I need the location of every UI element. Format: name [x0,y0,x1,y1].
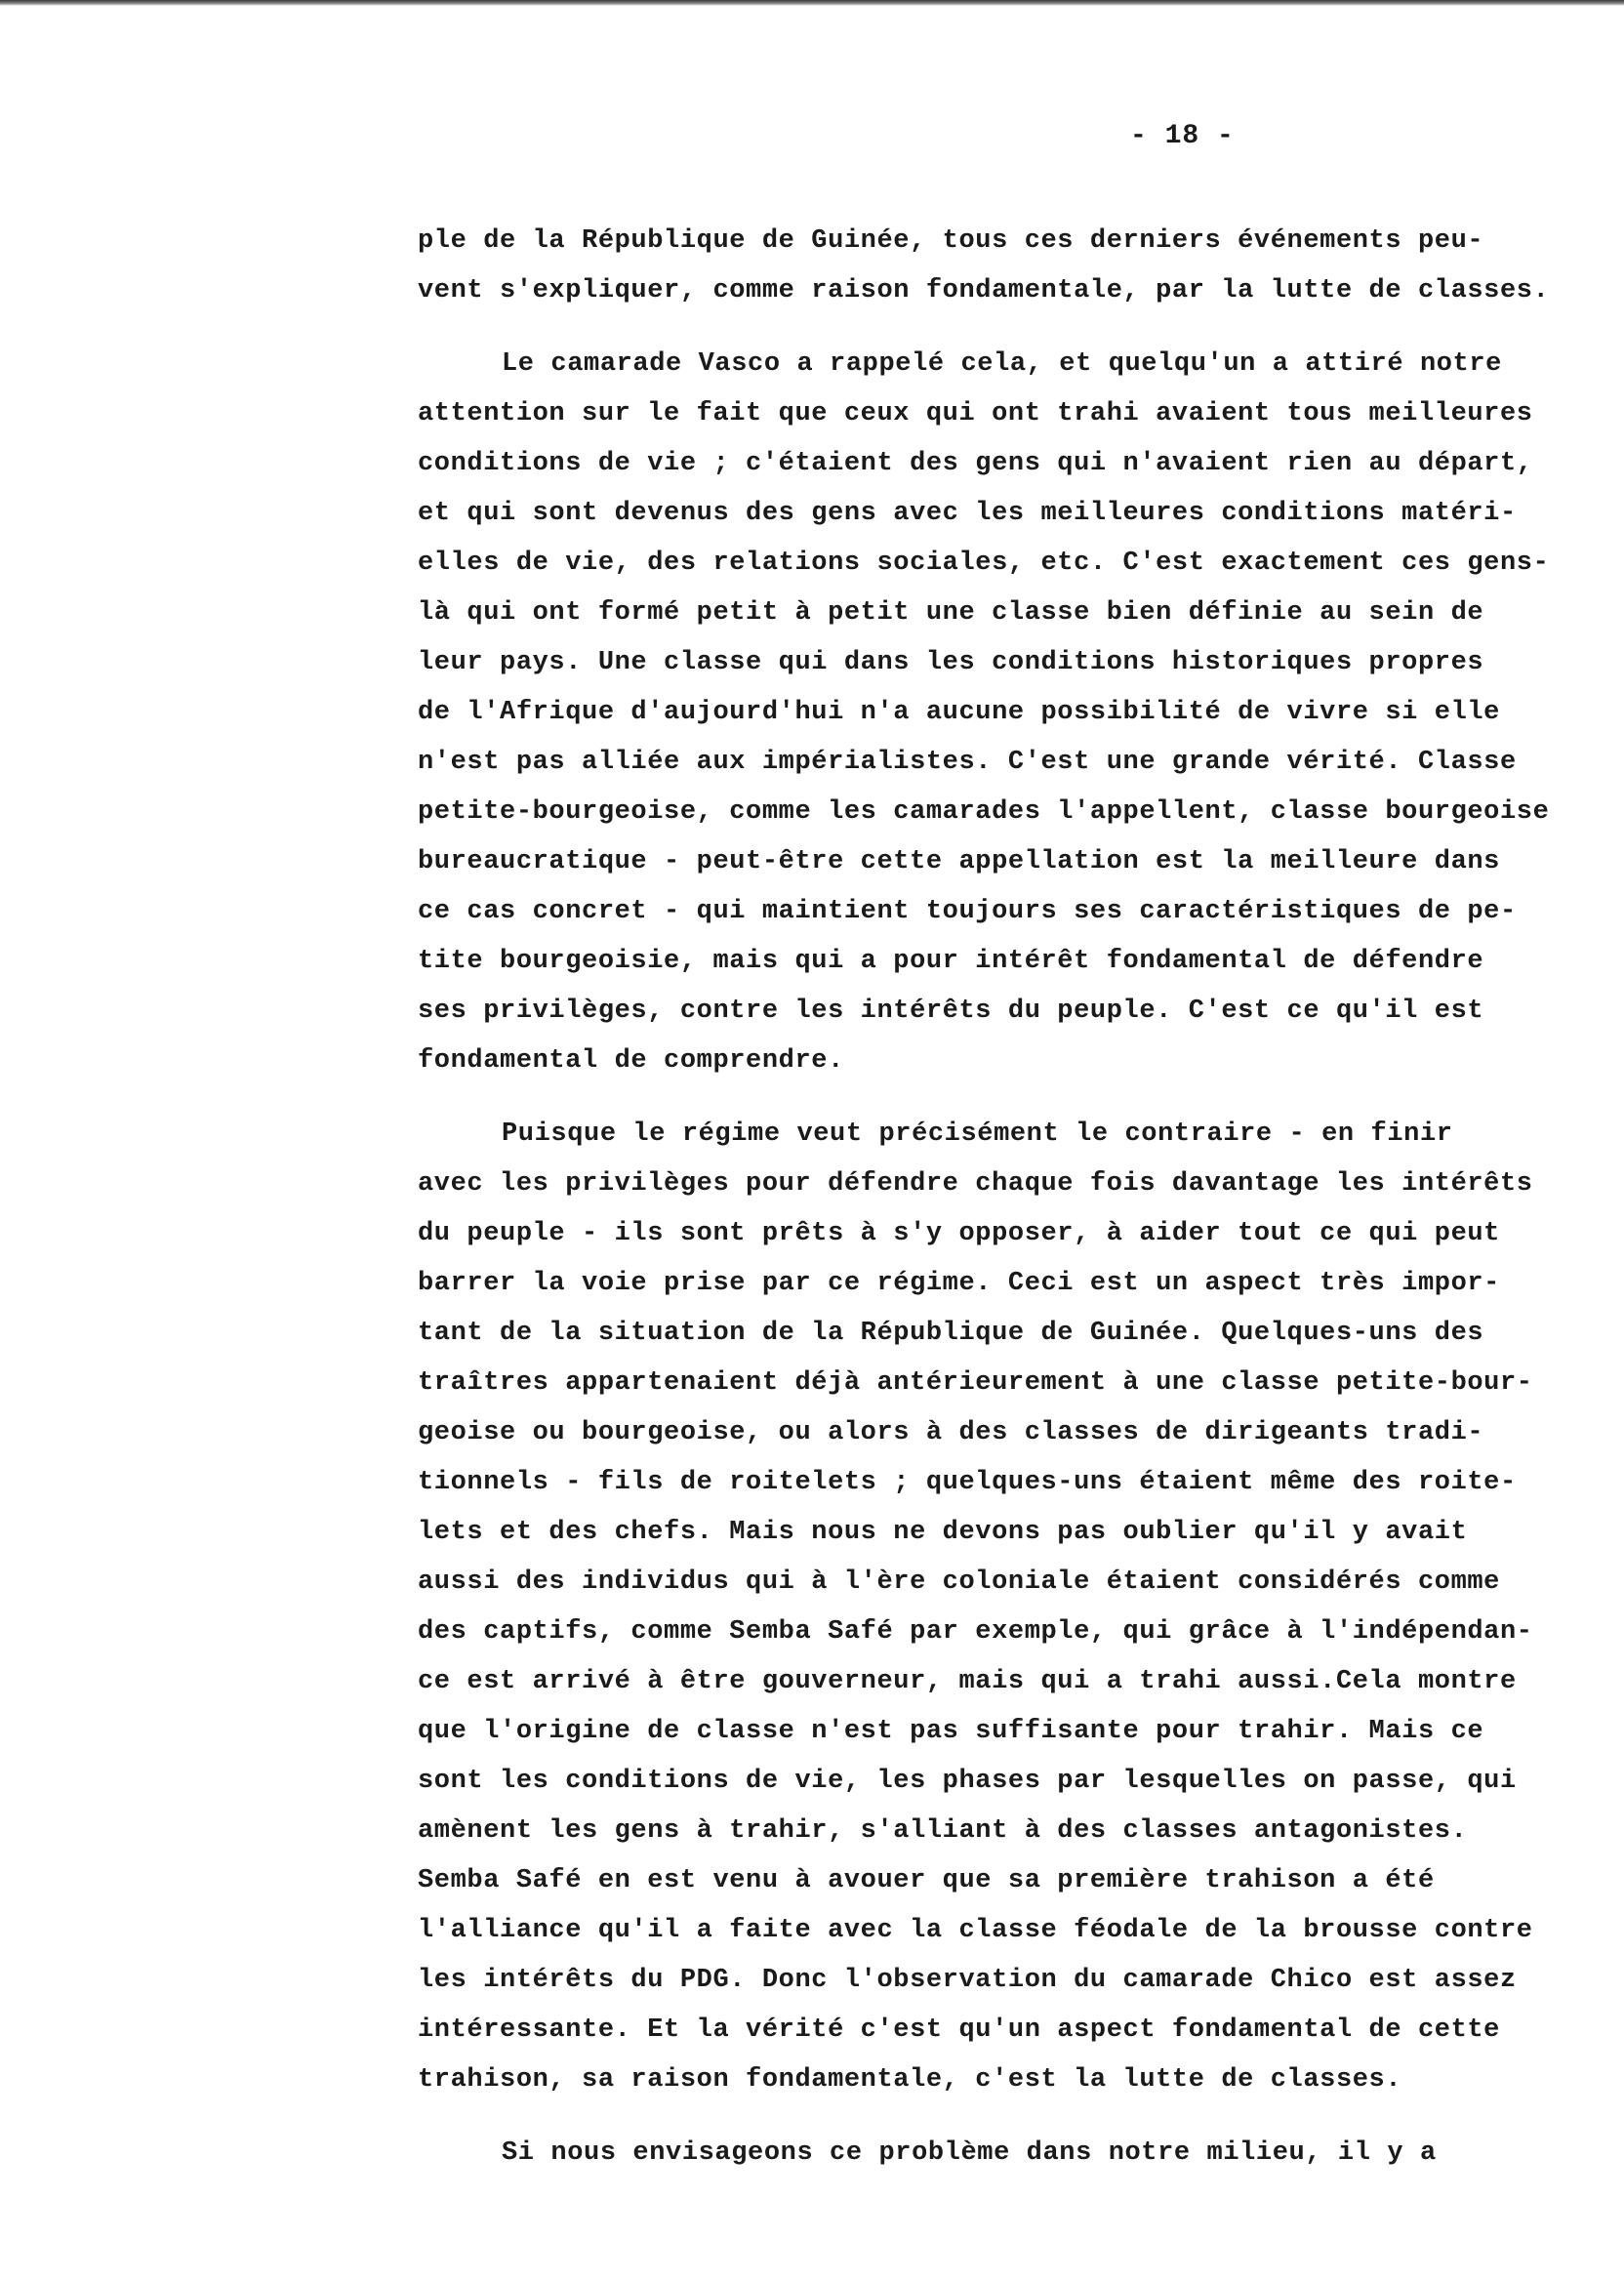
text-line: elles de vie, des relations sociales, etc. C'est exactement ces gens- [418,549,1550,578]
text-line: et qui sont devenus des gens avec les meilleures conditions matéri- [418,499,1517,528]
document-body [418,217,1599,2202]
text-line: geoise ou bourgeoise, ou alors à des classes de dirigeants tradi- [418,1418,1484,1447]
text-line: fondamental de comprendre. [418,1046,844,1076]
text-line: ses privilèges, contre les intérêts du peuple. C'est ce qu'il est [418,997,1484,1026]
text-line: lets et des chefs. Mais nous ne devons pas oublier qu'il y avait [418,1518,1468,1547]
scan-top-edge [0,0,1624,6]
page-number: - 18 - [1130,121,1235,151]
text-line: intéressante. Et la vérité c'est qu'un aspect fondamental de cette [418,2015,1500,2045]
text-line: ce cas concret - qui maintient toujours ses caractéristiques de pe- [418,897,1517,926]
text-line: que l'origine de classe n'est pas suffisante pour trahir. Mais ce [418,1717,1484,1746]
text-line: barrer la voie prise par ce régime. Ceci est un aspect très impor- [418,1269,1500,1298]
text-line: avec les privilèges pour défendre chaque fois davantage les intérêts [418,1169,1533,1199]
text-line: vent s'expliquer, comme raison fondamentale, par la lutte de classes. [418,276,1550,305]
paragraph [418,2129,1599,2178]
text-line: tite bourgeoisie, mais qui a pour intérêt fondamental de défendre [418,947,1484,976]
text-line: n'est pas alliée aux impérialistes. C'est une grande vérité. Classe [418,748,1517,777]
text-line: attention sur le fait que ceux qui ont trahi avaient tous meilleures [418,399,1533,428]
text-line: ple de la République de Guinée, tous ces derniers événements peu- [418,226,1484,256]
text-line: Si nous envisageons ce problème dans notre milieu, il y a [502,2138,1437,2168]
text-line: bureaucratique - peut-être cette appellation est la meilleure dans [418,847,1500,876]
text-line: tant de la situation de la République de Guinée. Quelques-uns des [418,1319,1484,1348]
text-line: conditions de vie ; c'étaient des gens qui n'avaient rien au départ, [418,449,1533,478]
text-line: trahison, sa raison fondamentale, c'est la lutte de classes. [418,2065,1402,2095]
text-line: traîtres appartenaient déjà antérieurement à une classe petite-bour- [418,1368,1533,1398]
text-line: l'alliance qu'il a faite avec la classe féodale de la brousse contre [418,1916,1533,1945]
text-line: Semba Safé en est venu à avouer que sa première trahison a été [418,1866,1435,1895]
text-line: leur pays. Une classe qui dans les conditions historiques propres [418,648,1484,677]
paragraph [418,217,1599,316]
text-line: Puisque le régime veut précisément le contraire - en finir [502,1120,1453,1149]
text-line: là qui ont formé petit à petit une classe bien définie au sein de [418,598,1484,628]
text-line: du peuple - ils sont prêts à s'y opposer, à aider tout ce qui peut [418,1219,1500,1248]
text-line: tionnels - fils de roitelets ; quelques-uns étaient même des roite- [418,1468,1517,1497]
text-line: des captifs, comme Semba Safé par exemple, qui grâce à l'indépendan- [418,1617,1533,1647]
text-line: aussi des individus qui à l'ère coloniale étaient considérés comme [418,1568,1500,1597]
paragraph [418,340,1599,1086]
text-line: Le camarade Vasco a rappelé cela, et quelqu'un a attiré notre [502,349,1502,379]
text-line: les intérêts du PDG. Donc l'observation du camarade Chico est assez [418,1966,1517,1995]
text-line: amènent les gens à trahir, s'alliant à des classes antagonistes. [418,1816,1468,1846]
paragraph [418,1110,1599,2105]
text-line: sont les conditions de vie, les phases par lesquelles on passe, qui [418,1767,1517,1796]
text-line: petite-bourgeoise, comme les camarades l'appellent, classe bourgeoise [418,797,1550,827]
text-line: ce est arrivé à être gouverneur, mais qui a trahi aussi.Cela montre [418,1667,1517,1696]
text-line: de l'Afrique d'aujourd'hui n'a aucune possibilité de vivre si elle [418,698,1500,727]
